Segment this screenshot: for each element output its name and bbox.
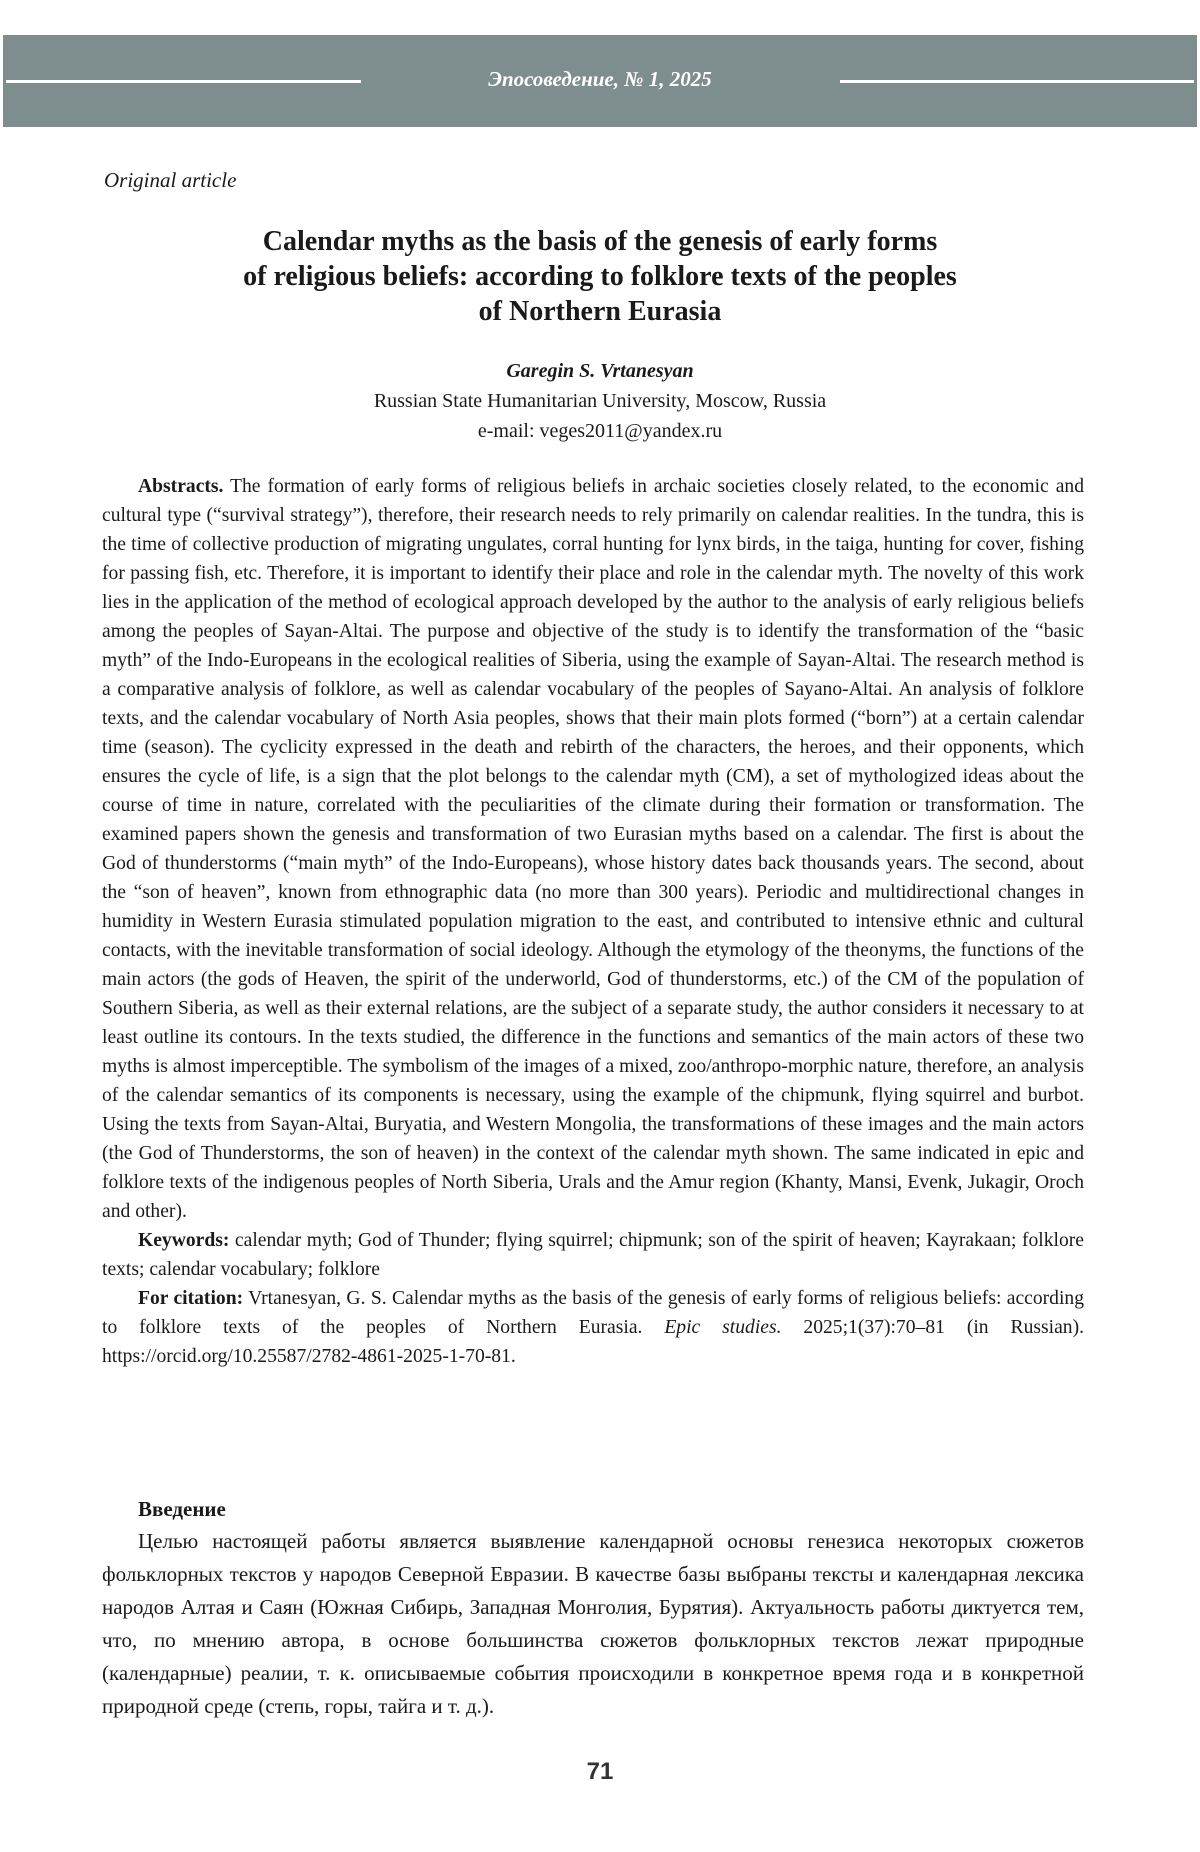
citation-paragraph — [102, 1284, 1084, 1371]
page-number: 71 — [586, 1758, 614, 1785]
citation-journal: Epic studies. — [664, 1317, 782, 1338]
introduction-paragraph: Целью настоящей работы является выявление календарной основы генезиса некоторых сюжетов фольклорных текстов у народов Северной Евразии. В качестве базы выбраны тексты и календарная лексика народов Алтая и Саян (Южная Сибирь, Западная Монголия, Бурятия). Актуальность работы диктуется тем, что, по мнению автора, в основе большинства сюжетов фольклорных текстов лежат природные (календарные) реалии, т. к. описываемые события происходили в конкретное время года и в конкретной природной среде (степь, горы, тайга и т. д.). — [102, 1529, 1084, 1718]
journal-running-head: Эпосоведение, № 1, 2025 — [488, 67, 712, 91]
author-block — [0, 356, 1200, 446]
citation-text-after: 2025;1(37):70–81 (in Russian). https://orcid.org/10.25587/2782-4861-2025-1-70-81. — [102, 1317, 1084, 1367]
introduction-section — [102, 1493, 1084, 1723]
title-line-2: of religious beliefs: according to folklore texts of the peoples — [243, 261, 957, 292]
author-affiliation: Russian State Humanitarian University, Moscow, Russia — [373, 390, 827, 412]
abstract-section — [102, 472, 1084, 1371]
author-email: e-mail: veges2011@yandex.ru — [477, 420, 723, 442]
keywords-text: calendar myth; God of Thunder; flying squirrel; chipmunk; son of the spirit of heaven; Kayrakaan; folklore texts; calendar vocabulary; folklore — [102, 1230, 1084, 1280]
citation-label: For citation: — [138, 1288, 244, 1309]
introduction-heading: Введение — [138, 1497, 226, 1521]
article-type: Original article — [104, 168, 237, 192]
citation-text-before: Vrtanesyan, G. S. Calendar myths as the basis of the genesis of early forms of religious beliefs: according to folklore texts of the peoples of Northern Eurasia. — [102, 1288, 1085, 1338]
keywords-paragraph — [102, 1226, 1084, 1284]
author-name: Garegin S. Vrtanesyan — [506, 360, 694, 382]
abstract-paragraph — [102, 472, 1084, 1226]
abstract-text: The formation of early forms of religious beliefs in archaic societies closely related, to the economic and cultural type (“survival strategy”), therefore, their research needs to rely primarily on calendar realities. In the tundra, this is the time of collective production of migrating ungulates, corral hunting for lynx birds, in the taiga, hunting for cover, fishing for passing fish, etc. Therefore, it is important to identify their place and role in the calendar myth. The novelty of this work lies in the application of the method of ecological approach developed by the author to the analysis of early religious beliefs among the peoples of Sayan-Altai. The purpose and objective of the study is to identify the transformation of the “basic myth” of the Indo-Europeans in the ecological realities of Siberia, using the example of Sayan-Altai. The research method is a comparative analysis of folklore, as well as calendar vocabulary of the peoples of Sayano-Altai. An analysis of folklore texts, and the calendar vocabulary of North Asia peoples, shows that their main plots formed (“born”) at a certain calendar time (season). The cyclicity expressed in the death and rebirth of the characters, the heroes, and their opponents, which ensures the cycle of life, is a sign that the plot belongs to the calendar myth (CM), a set of mythologized ideas about the course of time in nature, correlated with the peculiarities of the climate during their formation or transformation. The examined papers shown the genesis and transformation of two Eurasian myths based on a calendar. The first is about the God of thunderstorms (“main myth” of the Indo-Europeans), whose history dates back thousands years. The second, about the “son of heaven”, known from ethnographic data (no more than 300 years). Periodic and multidirectional changes in humidity in Western Eurasia stimulated population migration to the east, and contributed to intensive ethnic and cultural contacts, with the inevitable transformation of social ideology. Although the etymology of the theonyms, the functions of the main actors (the gods of Heaven, the spirit of the underworld, God of thunderstorms, etc.) of the CM of the population of Southern Siberia, as well as their external relations, are the subject of a separate study, the author considers it necessary to at least outline its contours. In the texts studied, the difference in the functions and semantics of the main actors of these two myths is almost imperceptible. The symbolism of the images of a mixed, zoo/anthropo-morphic nature, therefore, an analysis of the calendar semantics of its components is necessary, using the example of the chipmunk, flying squirrel and burbot. Using the texts from Sayan-Altai, Buryatia, and Western Mongolia, the transformations of these images and the main actors (the God of Thunderstorms, the son of heaven) in the context of the calendar myth shown. The same indicated in epic and folklore texts of the indigenous peoples of North Siberia, Urals and the Amur region (Khanty, Mansi, Evenk, Jukagir, Oroch and other). — [102, 476, 1084, 1222]
abstract-label: Abstracts. — [138, 476, 224, 497]
article-title — [140, 224, 1060, 329]
title-line-3: of Northern Eurasia — [478, 296, 722, 327]
title-line-1: Calendar myths as the basis of the genesis of early forms — [262, 226, 938, 257]
keywords-label: Keywords: — [138, 1230, 230, 1251]
